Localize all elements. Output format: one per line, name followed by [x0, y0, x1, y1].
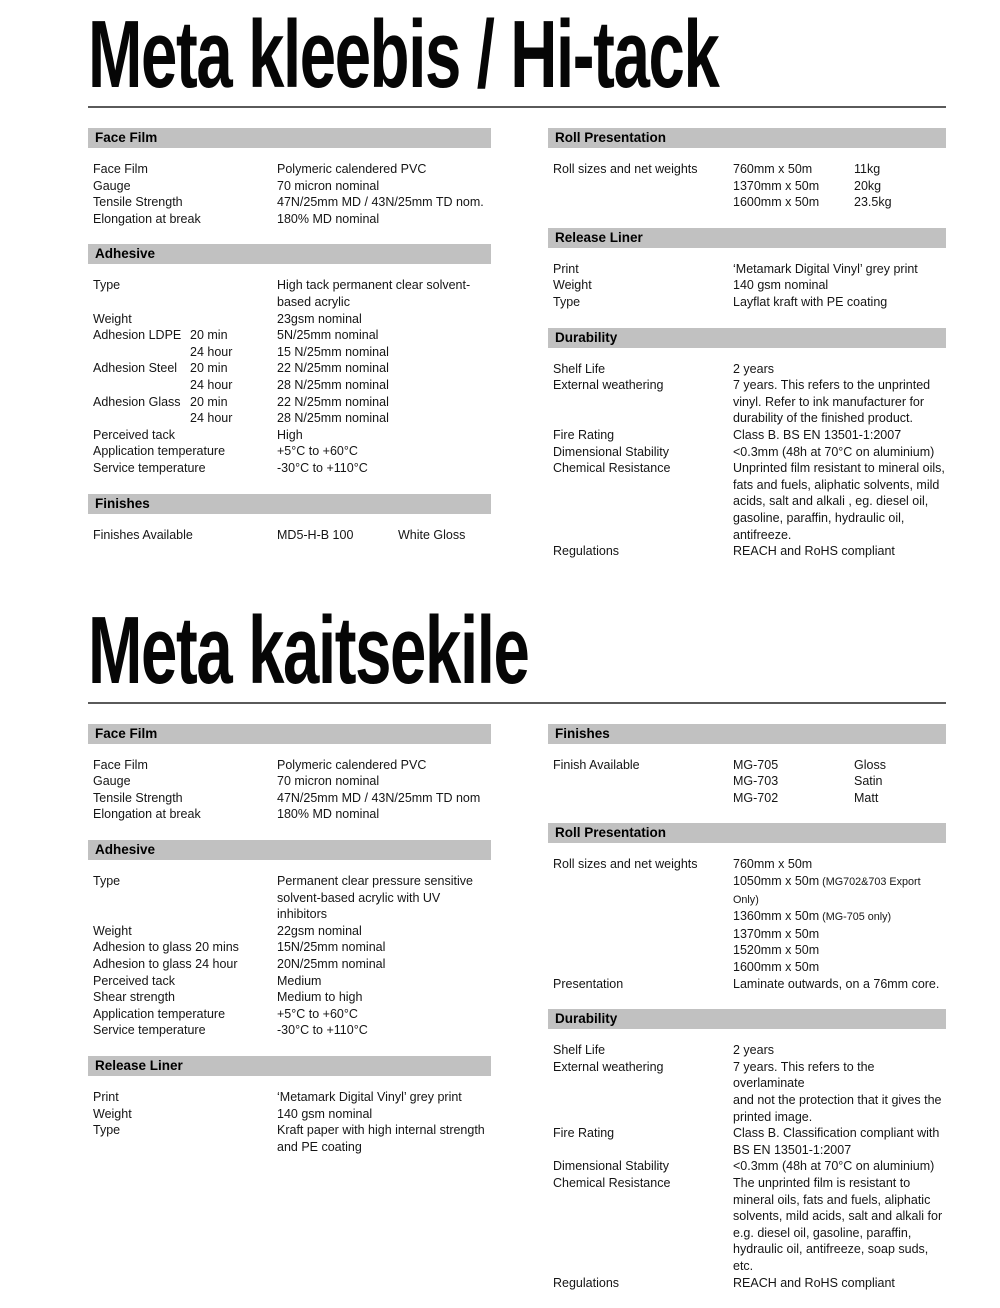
spec-row — [93, 527, 491, 544]
section-header-bar: Durability — [548, 1009, 946, 1029]
spec-row — [553, 1275, 946, 1292]
value-col2: Gloss — [854, 757, 886, 772]
value-line — [733, 959, 946, 976]
section-header-bar: Finishes — [548, 724, 946, 744]
spec-row — [93, 757, 491, 774]
spec-label: External weathering — [553, 378, 664, 393]
spec-label: Presentation — [553, 976, 624, 991]
spec-section — [548, 724, 946, 807]
spec-label: Elongation at break — [93, 211, 201, 226]
spec-label: Regulations — [553, 544, 620, 559]
spec-label: Elongation at break — [93, 807, 201, 822]
spec-label: Fire Rating — [553, 427, 615, 442]
spec-label: Weight — [93, 923, 132, 938]
spec-row — [553, 377, 946, 427]
value-col1: 1370mm x 50m — [733, 926, 820, 941]
spec-row — [93, 161, 491, 178]
spec-label: Perceived tack — [93, 427, 175, 442]
value-col2: White Gloss — [398, 527, 466, 542]
value-line — [733, 926, 946, 943]
value-line — [733, 790, 946, 807]
spec-row — [93, 377, 491, 394]
value-line: printed image. — [733, 1109, 813, 1124]
spec-row — [553, 1125, 946, 1158]
spec-value: Polymeric calendered PVC — [277, 162, 427, 176]
spec-value: ‘Metamark Digital Vinyl’ grey print — [733, 261, 918, 276]
section-header-bar: Face Film — [88, 128, 491, 148]
spec-value: 180% MD nominal — [277, 807, 380, 822]
spec-row — [93, 427, 491, 444]
spec-value: 140 gsm nominal — [277, 1106, 373, 1121]
value-col1: MD5-H-B 100 — [277, 527, 354, 542]
value-line: e.g. diesel oil, gasoline, paraffin, — [733, 1225, 912, 1240]
spec-label: Type — [553, 294, 581, 309]
spec-label: Weight — [553, 278, 592, 293]
value-line — [277, 527, 491, 544]
spec-row — [553, 1158, 946, 1175]
spec-value: 28 N/25mm nominal — [277, 411, 389, 426]
spec-value — [277, 277, 491, 310]
value-line: solvents, mild acids, salt and alkali for — [733, 1209, 943, 1224]
spec-label: Regulations — [553, 1275, 620, 1290]
section-rows — [548, 843, 946, 992]
value-line: Unprinted film resistant to mineral oils, — [733, 461, 945, 476]
value-line — [733, 942, 946, 959]
spec-value — [733, 1059, 946, 1125]
spec-section — [88, 494, 491, 544]
datasheet-page — [0, 1, 1000, 1308]
section-rows — [548, 248, 946, 311]
product-block-kaitsekile — [88, 596, 946, 1308]
spec-row — [93, 973, 491, 990]
value-line — [733, 178, 946, 195]
value-line: The unprinted film is resistant to — [733, 1175, 911, 1190]
right-column — [548, 128, 946, 577]
value-col1: 1370mm x 50m — [733, 178, 820, 193]
section-header-bar: Adhesive — [88, 840, 491, 860]
spec-label: Weight — [93, 1106, 132, 1121]
spec-value: ‘Metamark Digital Vinyl’ grey print — [277, 1090, 462, 1104]
spec-value: 20N/25mm nominal — [277, 957, 386, 972]
section-header-bar: Release Liner — [88, 1056, 491, 1076]
value-line — [733, 773, 946, 790]
spec-row — [93, 1089, 491, 1106]
spec-section — [548, 228, 946, 311]
spec-value: Class B. BS EN 13501-1:2007 — [733, 427, 902, 442]
spec-value: <0.3mm (48h at 70°C on aluminium) — [733, 444, 935, 459]
spec-row — [553, 361, 946, 378]
spec-label: Application temperature — [93, 1006, 226, 1021]
spec-value: 2 years — [733, 1043, 774, 1058]
spec-value: 28 N/25mm nominal — [277, 377, 389, 392]
spec-row — [553, 161, 946, 211]
value-col1: 1360mm x 50m — [733, 909, 820, 924]
spec-label: Shear strength — [93, 990, 175, 1005]
section-rows — [88, 860, 491, 1039]
spec-label: Tensile Strength — [93, 790, 183, 805]
spec-row — [93, 410, 491, 427]
value-line: BS EN 13501-1:2007 — [733, 1142, 852, 1157]
spec-label: Tensile Strength — [93, 195, 183, 210]
section-rows — [88, 514, 491, 544]
left-column — [88, 724, 491, 1308]
spec-row — [93, 790, 491, 807]
spec-row — [93, 194, 491, 211]
section-rows — [88, 148, 491, 227]
spec-value: 70 micron nominal — [277, 178, 380, 193]
spec-row — [93, 277, 491, 310]
spec-label: Fire Rating — [553, 1126, 615, 1141]
value-col2: 20kg — [854, 178, 882, 193]
value-col1: 1600mm x 50m — [733, 960, 820, 975]
spec-sublabel: 24 hour — [190, 377, 233, 392]
spec-row — [553, 261, 946, 278]
value-line: Permanent clear pressure sensitive — [277, 874, 473, 889]
spec-value — [733, 460, 946, 543]
spec-label: Roll sizes and net weights — [553, 162, 698, 176]
spec-label: Type — [93, 874, 121, 889]
value-line: fats and fuels, aliphatic solvents, mild — [733, 477, 940, 492]
spec-sublabel: 24 hour — [190, 344, 233, 359]
section-rows — [548, 1029, 946, 1291]
spec-label: Chemical Resistance — [553, 461, 671, 476]
spec-row — [553, 856, 946, 975]
spec-section — [88, 840, 491, 1039]
spec-row — [93, 806, 491, 823]
spec-label: Finish Available — [553, 757, 640, 772]
spec-row — [93, 1106, 491, 1123]
value-col1: MG-705 — [733, 757, 779, 772]
spec-label: Dimensional Stability — [553, 1159, 670, 1174]
spec-value: +5°C to +60°C — [277, 1006, 358, 1021]
spec-label: Shelf Life — [553, 361, 606, 376]
spec-label: Adhesion Glass — [93, 394, 181, 409]
spec-value: 22 N/25mm nominal — [277, 394, 389, 409]
spec-row — [93, 989, 491, 1006]
spec-label: Application temperature — [93, 444, 226, 459]
value-col2: Satin — [854, 774, 883, 789]
spec-label: Service temperature — [93, 1023, 206, 1038]
value-line — [733, 757, 946, 774]
section-header-bar: Adhesive — [88, 244, 491, 264]
value-line — [733, 194, 946, 211]
spec-value — [277, 527, 491, 544]
value-col1: 1050mm x 50m — [733, 874, 820, 889]
spec-sublabel: 24 hour — [190, 411, 233, 426]
spec-label: Weight — [93, 311, 132, 326]
section-rows — [88, 264, 491, 476]
value-line: Class B. Classification compliant with — [733, 1126, 940, 1141]
spec-value: Medium — [277, 973, 322, 988]
spec-value: REACH and RoHS compliant — [733, 1275, 895, 1290]
value-line: gasoline, paraffin, hydraulic oil, antifreeze. — [733, 510, 905, 542]
spec-value: REACH and RoHS compliant — [733, 544, 895, 559]
spec-section — [548, 823, 946, 992]
spec-value: -30°C to +110°C — [277, 460, 368, 475]
value-col1: 760mm x 50m — [733, 162, 813, 176]
spec-row — [553, 1042, 946, 1059]
value-col1: 1520mm x 50m — [733, 943, 820, 958]
spec-value: 47N/25mm MD / 43N/25mm TD nom. — [277, 195, 484, 210]
spec-row — [553, 1059, 946, 1125]
section-rows — [548, 348, 946, 560]
spec-row — [93, 311, 491, 328]
spec-row — [93, 211, 491, 228]
spec-value: 15 N/25mm nominal — [277, 344, 389, 359]
spec-sublabel: 20 min — [190, 328, 228, 343]
section-rows — [88, 1076, 491, 1155]
spec-value: 47N/25mm MD / 43N/25mm TD nom — [277, 790, 481, 805]
value-line: and not the protection that it gives the — [733, 1093, 942, 1107]
spec-value: 22gsm nominal — [277, 923, 362, 938]
right-column — [548, 724, 946, 1308]
section-header-bar: Roll Presentation — [548, 823, 946, 843]
spec-label: Adhesion to glass 20 mins — [93, 940, 239, 955]
spec-row — [93, 327, 491, 344]
product-title: Meta kaitsekile — [88, 596, 529, 704]
value-col2: 23.5kg — [854, 195, 892, 210]
spec-value — [733, 856, 946, 975]
spec-value: Laminate outwards, on a 76mm core. — [733, 976, 940, 991]
section-header-bar: Roll Presentation — [548, 128, 946, 148]
section-header-bar: Face Film — [88, 724, 491, 744]
spec-label: Face Film — [93, 162, 148, 176]
value-line: hydraulic oil, antifreeze, soap suds, etc. — [733, 1242, 929, 1273]
section-header-bar: Durability — [548, 328, 946, 348]
spec-value: 70 micron nominal — [277, 774, 380, 789]
value-line: and PE coating — [277, 1139, 362, 1154]
spec-row — [553, 1175, 946, 1275]
spec-row — [93, 923, 491, 940]
section-rows — [548, 744, 946, 807]
spec-label: Print — [93, 1090, 119, 1104]
spec-value: 23gsm nominal — [277, 311, 362, 326]
value-line: vinyl. Refer to ink manufacturer for — [733, 394, 925, 409]
section-rows — [88, 744, 491, 823]
value-col2: Matt — [854, 790, 879, 805]
spec-row — [93, 344, 491, 361]
value-note: (MG702&703 Export Only) — [733, 876, 921, 906]
spec-value: 15N/25mm nominal — [277, 940, 386, 955]
value-line: acids, salt and alkali , eg. diesel oil, — [733, 494, 929, 509]
spec-row — [93, 178, 491, 195]
value-line: 7 years. This refers to the overlaminate — [733, 1059, 875, 1091]
spec-value: <0.3mm (48h at 70°C on aluminium) — [733, 1159, 935, 1174]
spec-label: Adhesion Steel — [93, 361, 178, 376]
value-col1: MG-702 — [733, 790, 779, 805]
spec-value — [733, 161, 946, 211]
section-header-bar: Release Liner — [548, 228, 946, 248]
spec-value: -30°C to +110°C — [277, 1023, 368, 1038]
spec-sublabel: 20 min — [190, 361, 228, 376]
spec-row — [553, 543, 946, 560]
spec-label: Service temperature — [93, 460, 206, 475]
spec-label: Adhesion LDPE — [93, 328, 182, 343]
spec-row — [93, 1006, 491, 1023]
spec-label: Type — [93, 1123, 121, 1138]
spec-value — [733, 377, 946, 427]
spec-section — [548, 1009, 946, 1291]
section-header-bar: Finishes — [88, 494, 491, 514]
product-block-hi-tack — [88, 1, 946, 577]
spec-columns — [88, 724, 946, 1308]
spec-label: Shelf Life — [553, 1043, 606, 1058]
spec-label: External weathering — [553, 1059, 664, 1074]
spec-value — [277, 1122, 491, 1155]
value-line — [733, 873, 946, 908]
spec-row — [93, 394, 491, 411]
spec-section — [548, 328, 946, 560]
spec-value: 140 gsm nominal — [733, 278, 829, 293]
value-line: solvent-based acrylic with UV inhibitors — [277, 890, 441, 922]
spec-label: Adhesion to glass 24 hour — [93, 957, 238, 972]
spec-columns — [88, 128, 946, 577]
spec-value: 5N/25mm nominal — [277, 328, 379, 343]
product-title: Meta kleebis / Hi-tack — [88, 1, 719, 108]
spec-value — [733, 1175, 946, 1275]
spec-value: Polymeric calendered PVC — [277, 757, 427, 772]
value-note: (MG-705 only) — [819, 911, 892, 924]
spec-value: Medium to high — [277, 990, 363, 1005]
spec-row — [553, 757, 946, 807]
spec-row — [93, 939, 491, 956]
left-column — [88, 128, 491, 577]
spec-section — [88, 1056, 491, 1155]
spec-section — [88, 244, 491, 476]
spec-sublabel: 20 min — [190, 394, 228, 409]
spec-label: Chemical Resistance — [553, 1175, 671, 1190]
spec-value: High — [277, 427, 303, 442]
spec-row — [93, 460, 491, 477]
value-col1: 760mm x 50m — [733, 857, 813, 872]
spec-row — [553, 277, 946, 294]
value-line — [733, 908, 946, 926]
spec-row — [93, 443, 491, 460]
value-line: mineral oils, fats and fuels, aliphatic — [733, 1192, 931, 1207]
value-col1: MG-703 — [733, 774, 779, 789]
value-line — [733, 161, 946, 178]
spec-label: Roll sizes and net weights — [553, 857, 698, 872]
spec-row — [93, 1122, 491, 1155]
spec-row — [553, 427, 946, 444]
spec-label: Type — [93, 278, 121, 293]
section-rows — [548, 148, 946, 211]
value-line: Kraft paper with high internal strength — [277, 1123, 485, 1138]
spec-section — [88, 724, 491, 823]
value-line: High tack permanent clear solvent- — [277, 278, 471, 293]
spec-label: Dimensional Stability — [553, 444, 670, 459]
spec-row — [93, 773, 491, 790]
spec-label: Perceived tack — [93, 973, 175, 988]
spec-row — [553, 294, 946, 311]
spec-value — [277, 873, 491, 923]
spec-section — [88, 128, 491, 227]
spec-row — [93, 956, 491, 973]
spec-value: 22 N/25mm nominal — [277, 361, 389, 376]
spec-value — [733, 757, 946, 807]
spec-row — [553, 976, 946, 993]
spec-section — [548, 128, 946, 211]
spec-label: Print — [553, 261, 579, 276]
spec-row — [553, 460, 946, 543]
spec-value: 180% MD nominal — [277, 211, 380, 226]
spec-row — [93, 873, 491, 923]
value-col2: 11kg — [854, 162, 881, 176]
value-line: 7 years. This refers to the unprinted — [733, 378, 931, 393]
spec-row — [93, 360, 491, 377]
spec-value: Layflat kraft with PE coating — [733, 294, 888, 309]
spec-label: Gauge — [93, 774, 131, 789]
spec-value: +5°C to +60°C — [277, 444, 358, 459]
value-line — [733, 856, 946, 873]
value-line: durability of the finished product. — [733, 411, 913, 426]
spec-row — [93, 1022, 491, 1039]
spec-label: Gauge — [93, 178, 131, 193]
value-col1: 1600mm x 50m — [733, 195, 820, 210]
value-line: based acrylic — [277, 294, 350, 309]
spec-label: Face Film — [93, 757, 148, 772]
spec-value: 2 years — [733, 361, 774, 376]
spec-value — [733, 1125, 946, 1158]
spec-label: Finishes Available — [93, 527, 193, 542]
spec-row — [553, 444, 946, 461]
